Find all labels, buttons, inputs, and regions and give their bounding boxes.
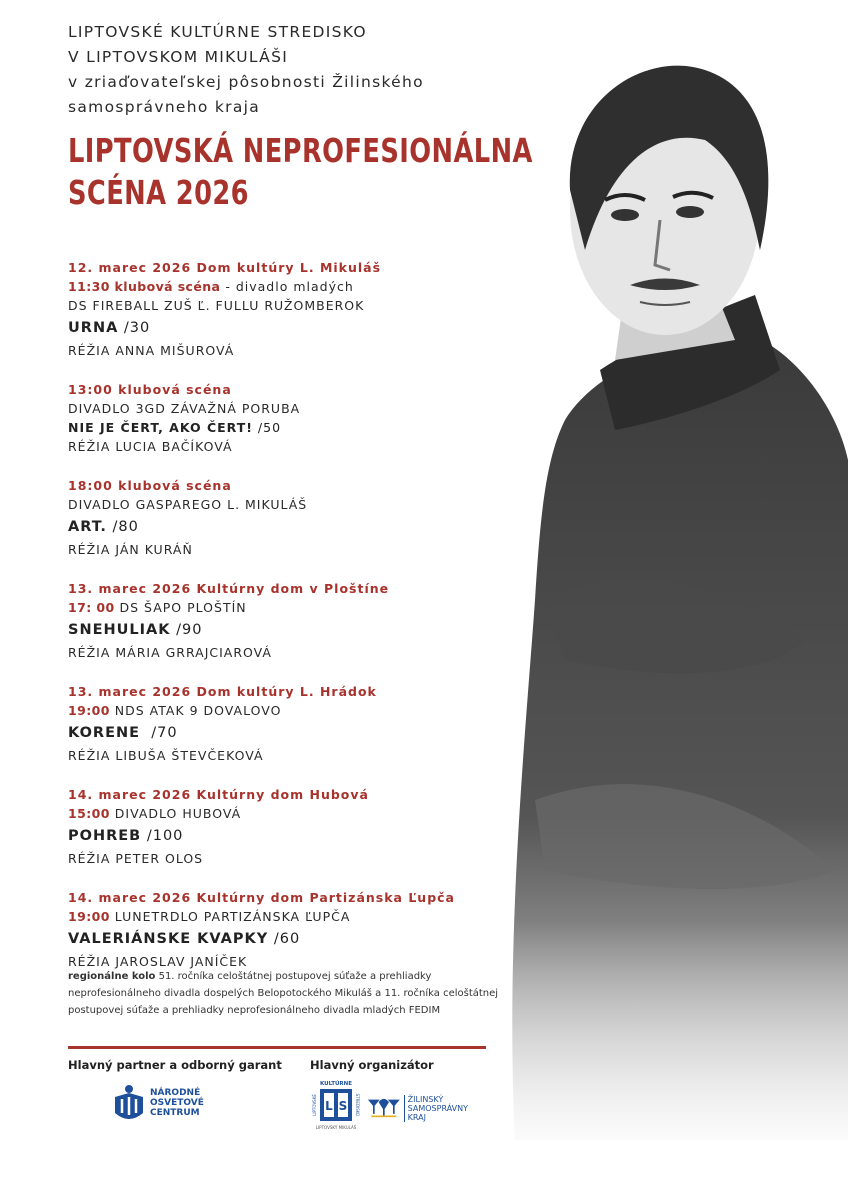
event-director: RÉŽIA LUCIA BAČÍKOVÁ bbox=[68, 439, 233, 454]
title-line-2: SCÉNA 2026 bbox=[68, 173, 249, 212]
event-director: RÉŽIA ANNA MIŠUROVÁ bbox=[68, 343, 235, 358]
competition-note: regionálne kolo 51. ročníka celoštátnej postupovej súťaže a prehliadky neprofesionálneho divadla dospelých Belopotockého Mikuláš a 11. ročníka celoštátnej postupovej súťaže a prehliadky neprofesionálneho divadla mladých FEDIM bbox=[68, 971, 499, 1016]
event-director: RÉŽIA JÁN KURÁŇ bbox=[68, 542, 193, 557]
event-item bbox=[68, 785, 508, 868]
lks-logo bbox=[310, 1078, 362, 1136]
event-date: 14. marec 2026 Kultúrny dom Hubová bbox=[68, 787, 369, 802]
event-item bbox=[68, 476, 508, 559]
event-director: RÉŽIA JAROSLAV JANÍČEK bbox=[68, 954, 248, 969]
event-director: RÉŽIA PETER OLOS bbox=[68, 851, 204, 866]
organization-line-1: LIPTOVSKÉ KULTÚRNE STREDISKO bbox=[68, 23, 367, 41]
event-play: KORENE /70 bbox=[68, 725, 178, 741]
event-director: RÉŽIA LIBUŠA ŠTEVČEKOVÁ bbox=[68, 748, 264, 763]
event-time-stage: 18:00 klubová scéna bbox=[68, 478, 232, 493]
title-line-1: LIPTOVSKÁ NEPROFESIONÁLNA bbox=[68, 131, 533, 170]
event-play: VALERIÁNSKE KVAPKY /60 bbox=[68, 931, 301, 947]
event-item bbox=[68, 258, 508, 360]
event-time-stage: 13:00 klubová scéna bbox=[68, 382, 232, 397]
noc-logo-text: NÁRODNÉ OSVETOVÉ CENTRUM bbox=[150, 1088, 204, 1118]
event-time-ensemble: 17: 00 DS ŠAPO PLOŠTÍN bbox=[68, 600, 247, 615]
event-item bbox=[68, 682, 508, 765]
event-list bbox=[68, 258, 508, 991]
festival-title bbox=[68, 130, 533, 214]
event-play: POHREB /100 bbox=[68, 828, 184, 844]
event-item bbox=[68, 579, 508, 662]
event-time-ensemble: 19:00 LUNETRDLO PARTIZÁNSKA ĽUPČA bbox=[68, 909, 351, 924]
portrait-illustration bbox=[505, 40, 848, 1140]
organizer-label: Hlavný organizátor bbox=[310, 1058, 434, 1072]
event-ensemble: DS FIREBALL ZUŠ Ľ. FULLU RUŽOMBEROK bbox=[68, 298, 365, 313]
event-date: 12. marec 2026 Dom kultúry L. Mikuláš bbox=[68, 260, 382, 275]
organization-line-3: v zriaďovateľskej pôsobnosti Žilinského bbox=[68, 73, 424, 91]
event-director: RÉŽIA MÁRIA GRRAJCIAROVÁ bbox=[68, 645, 272, 660]
event-date: 13. marec 2026 Kultúrny dom v Ploštíne bbox=[68, 581, 390, 596]
zsk-coat-of-arms-icon bbox=[368, 1095, 400, 1121]
organization-line-4: samosprávneho kraja bbox=[68, 98, 261, 116]
svg-text:L: L bbox=[325, 1099, 333, 1113]
lks-logo-side-right: STREDISKO bbox=[355, 1093, 360, 1117]
svg-text:S: S bbox=[338, 1099, 348, 1113]
event-time-stage: 11:30 klubová scéna - divadlo mladých bbox=[68, 279, 354, 294]
partner-label: Hlavný partner a odborný garant bbox=[68, 1058, 282, 1072]
noc-emblem-icon bbox=[113, 1083, 145, 1123]
event-date: 14. marec 2026 Kultúrny dom Partizánska Ľupča bbox=[68, 890, 455, 905]
event-time-ensemble: 15:00 DIVADLO HUBOVÁ bbox=[68, 806, 242, 821]
organization-header bbox=[68, 20, 424, 120]
zsk-logo bbox=[368, 1088, 468, 1128]
footer-divider bbox=[68, 1046, 486, 1049]
event-ensemble: DIVADLO GASPAREGO L. MIKULÁŠ bbox=[68, 497, 308, 512]
event-date: 13. marec 2026 Dom kultúry L. Hrádok bbox=[68, 684, 377, 699]
event-item bbox=[68, 380, 508, 456]
lks-logo-top-text: KULTÚRNE bbox=[319, 1081, 353, 1087]
zsk-logo-text: ŽILINSKÝ SAMOSPRÁVNY KRAJ bbox=[404, 1095, 468, 1122]
event-time-ensemble: 19:00 NDS ATAK 9 DOVALOVO bbox=[68, 703, 282, 718]
event-play: SNEHULIAK /90 bbox=[68, 622, 203, 638]
event-play: NIE JE ČERT, AKO ČERT! /50 bbox=[68, 420, 282, 435]
event-play: URNA /30 bbox=[68, 320, 151, 336]
event-play: ART. /80 bbox=[68, 519, 139, 535]
event-item bbox=[68, 888, 508, 971]
lks-logo-side-left: LIPTOVSKÉ bbox=[312, 1094, 317, 1116]
noc-logo bbox=[113, 1078, 233, 1128]
organization-line-2: V LIPTOVSKOM MIKULÁŠI bbox=[68, 48, 289, 66]
lks-logo-bottom-text: LIPTOVSKÝ MIKULÁŠ bbox=[315, 1125, 357, 1130]
event-ensemble: DIVADLO 3GD ZÁVAŽNÁ PORUBA bbox=[68, 401, 301, 416]
